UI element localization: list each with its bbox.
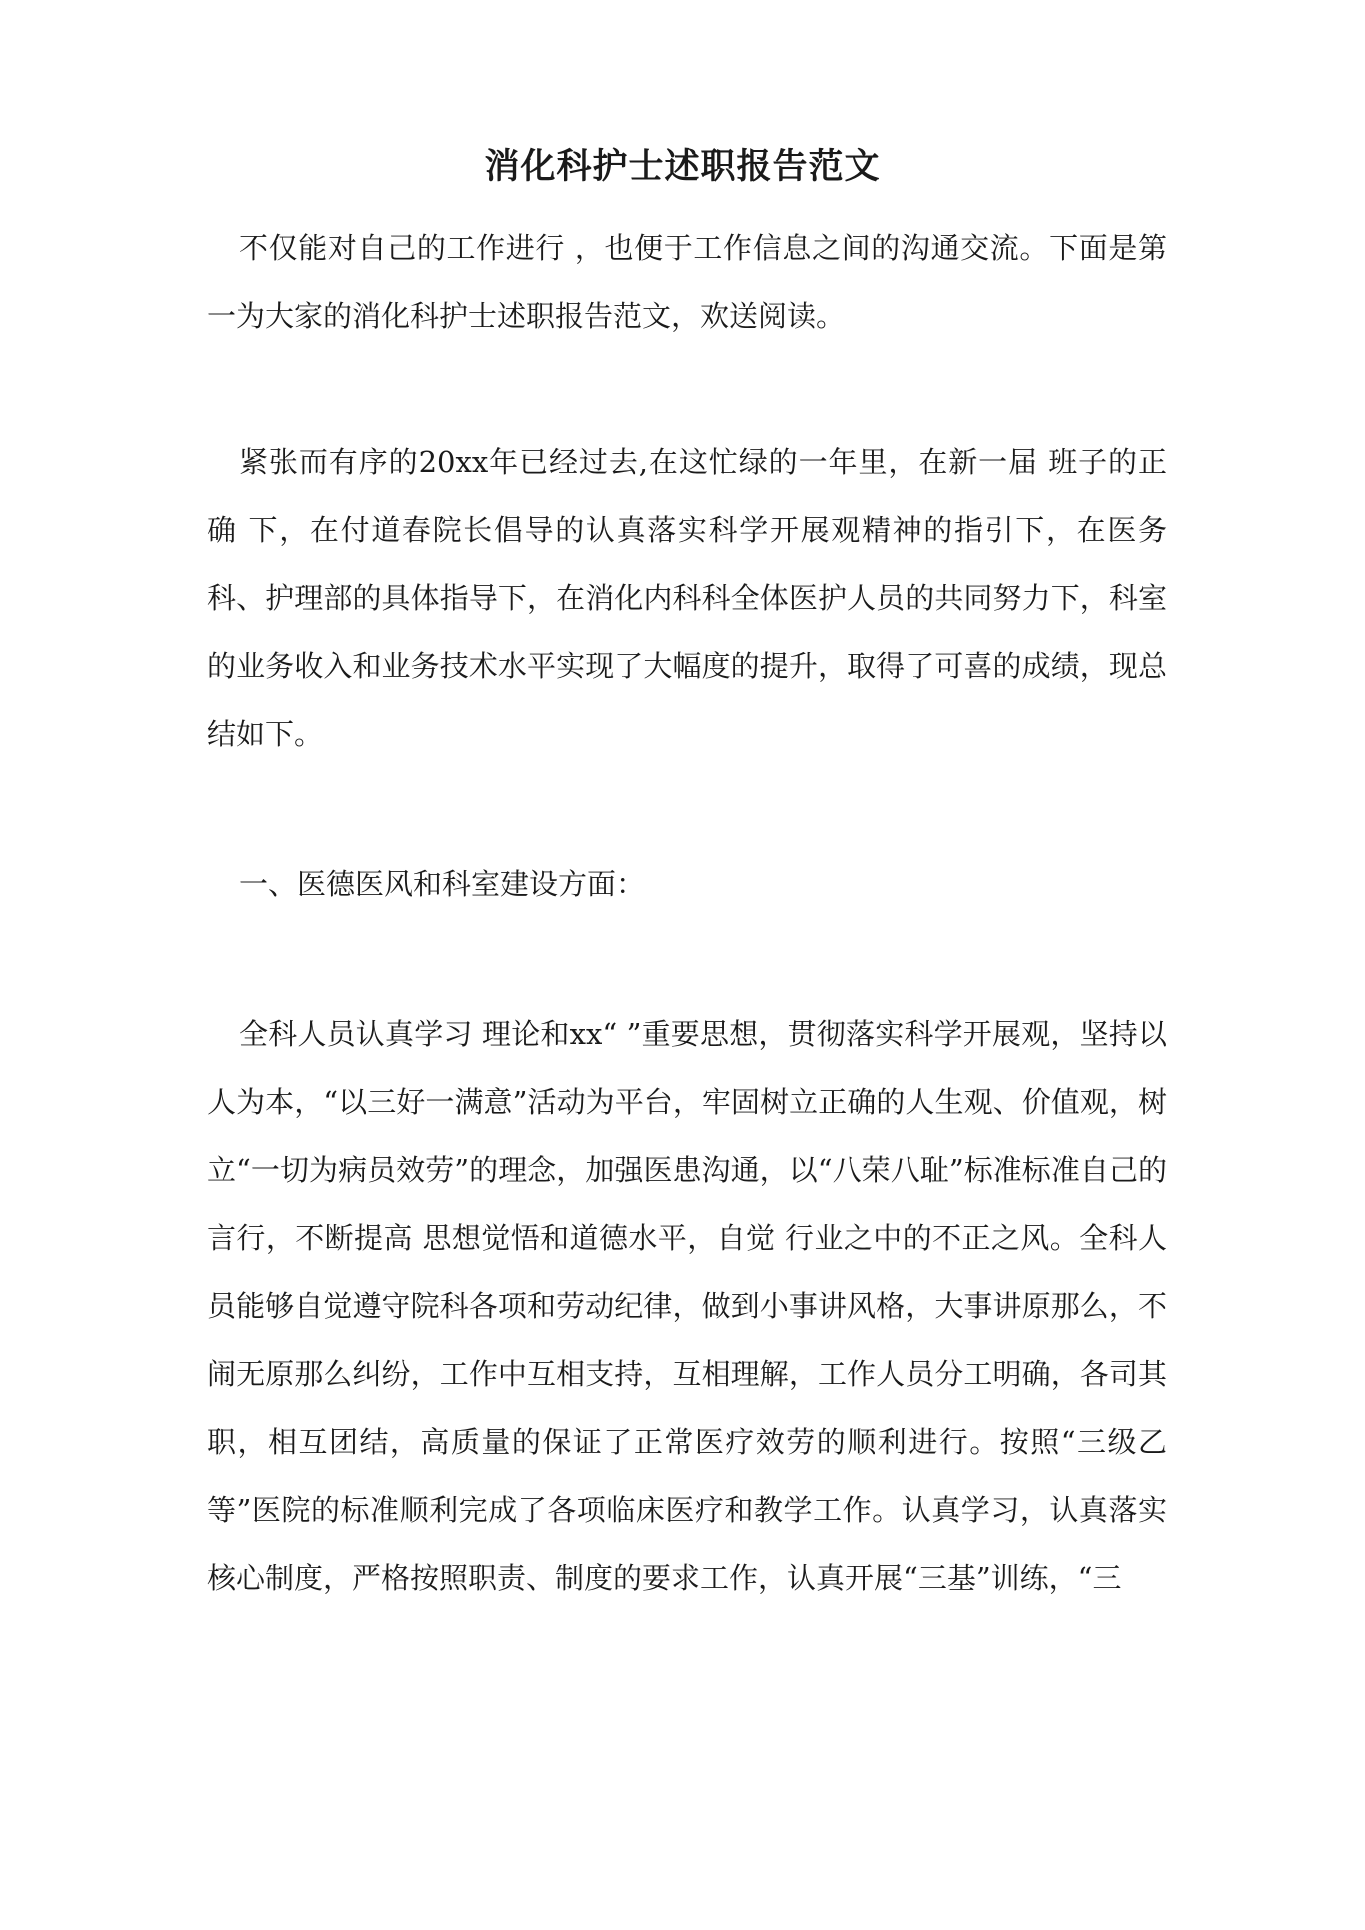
section-heading: 一、医德医风和科室建设方面： <box>239 867 646 901</box>
body-paragraph: 全科人员认真学习 理论和xx“ ”重要思想，贯彻落实科学开展观，坚持以人为本，“以三好一满意”活动为平台，牢固树立正确的人生观、价值观，树立“一切为病员效劳”的理念，加强医患沟通，以“八荣八耻”标准标准自己的言行，不断提高 思想觉悟和道德水平，自觉 行业之中的不正之风。全科人员能够自觉遵守院科各项和劳动纪律，做到小事讲风格，大事讲原那么，不闹无原那么纠纷，工作中互相支持，互相理解，工作人员分工明确，各司其职，相互团结，高质量的保证了正常医疗效劳的顺利进行。按照“三级乙等”医院的标准顺利完成了各项临床医疗和教学工作。认真学习，认真落实核心制度，严格按照职责、制度的要求工作，认真开展“三基”训练，“三 <box>207 1017 1167 1595</box>
document-title: 消化科护士述职报告范文 <box>484 146 881 187</box>
body-paragraph: 紧张而有序的20xx年已经过去,在这忙绿的一年里，在新一届 班子的正确 下，在付道春院长倡导的认真落实科学开展观精神的指引下，在医务科、护理部的具体指导下，在消化内科科全体医护人员的共同努力下，科室的业务收入和业务技术水平实现了大幅度的提升，取得了可喜的成绩，现总结如下。 <box>207 445 1167 751</box>
intro-paragraph: 不仅能对自己的工作进行 ，也便于工作信息之间的沟通交流。下面是第一为大家的消化科护士述职报告范文，欢送阅读。 <box>207 231 1167 333</box>
